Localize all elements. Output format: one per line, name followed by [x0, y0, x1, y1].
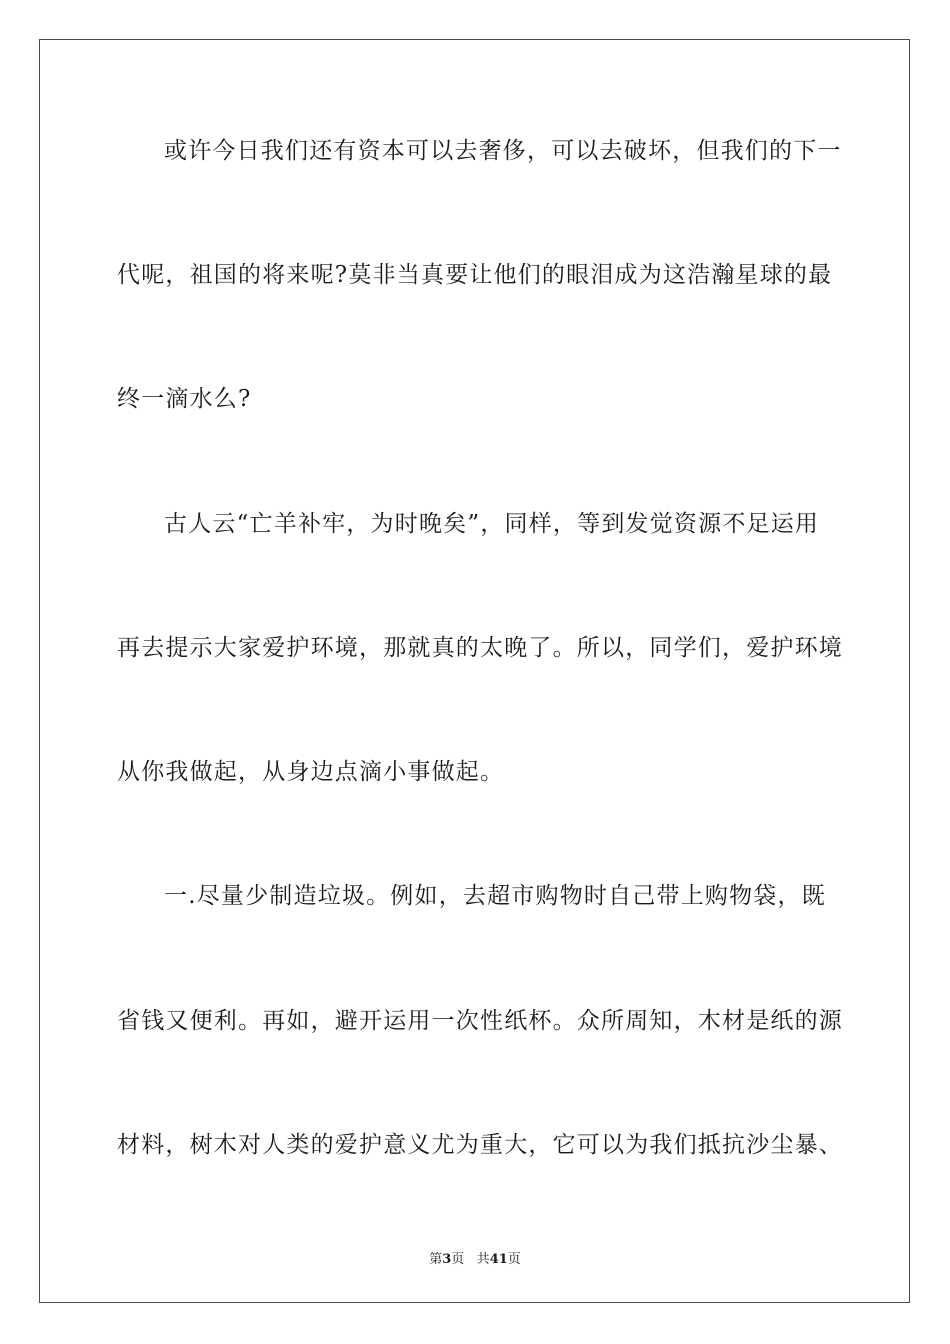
page-footer	[0, 1248, 950, 1267]
page-number: 3	[442, 1252, 452, 1267]
page-prefix: 第	[429, 1252, 443, 1267]
total-suffix: 页	[507, 1252, 521, 1267]
total-prefix: 共	[476, 1252, 490, 1267]
text-line: 终一滴水么?	[117, 386, 252, 412]
text-line: 代呢，祖国的将来呢?莫非当真要让他们的眼泪成为这浩瀚星球的最	[117, 262, 833, 288]
text-line: 从你我做起，从身边点滴小事做起。	[117, 759, 505, 785]
text-line: 再去提示大家爱护环境，那就真的太晚了。所以，同学们，爱护环境	[117, 635, 843, 661]
text-line: 材料，树木对人类的爱护意义尤为重大，它可以为我们抵抗沙尘暴、	[117, 1132, 843, 1158]
text-line: 省钱又便利。再如，避开运用一次性纸杯。众所周知，木材是纸的源	[117, 1008, 843, 1034]
total-pages: 41	[489, 1252, 508, 1267]
text-line: 古人云“亡羊补牢，为时晚矣”，同样，等到发觉资源不足运用	[164, 511, 820, 537]
page-suffix: 页	[451, 1252, 465, 1267]
page-border	[39, 39, 910, 1303]
text-line: 或许今日我们还有资本可以去奢侈，可以去破坏，但我们的下一	[164, 138, 842, 164]
text-line: 一.尽量少制造垃圾。例如，去超市购物时自己带上购物袋，既	[164, 883, 826, 909]
